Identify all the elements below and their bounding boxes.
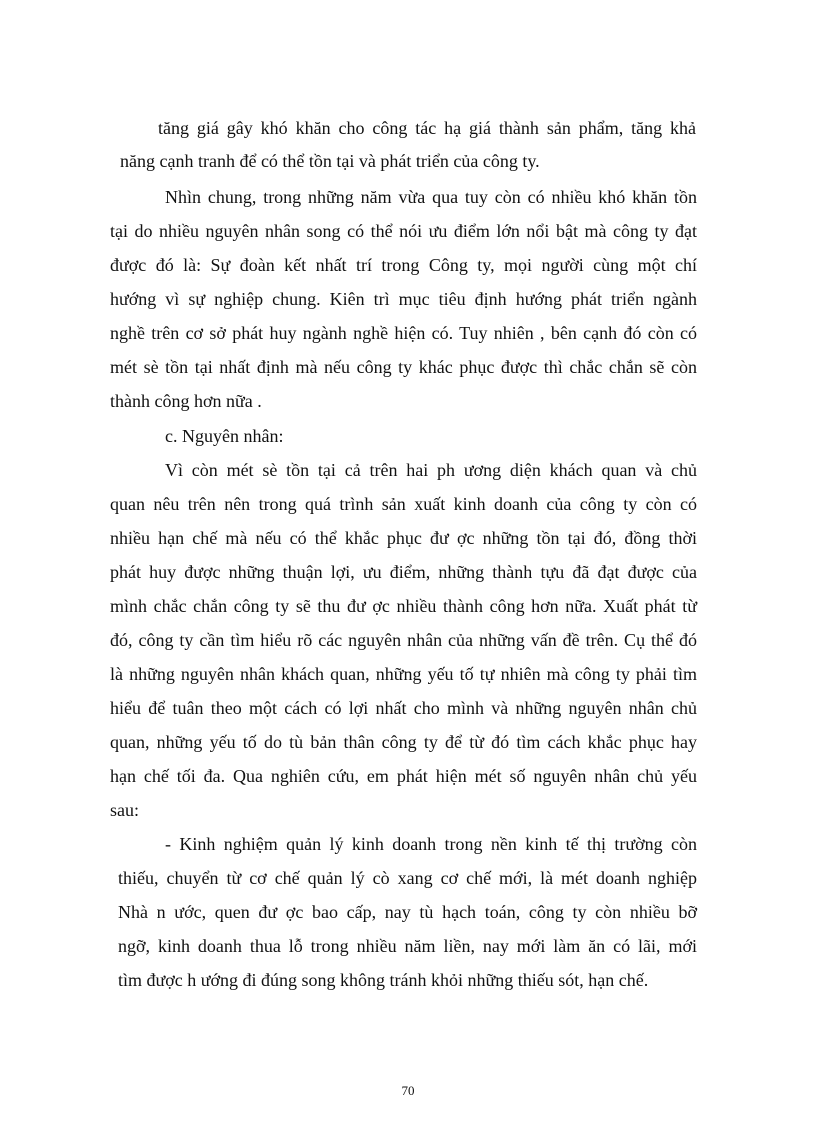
text-line: hạn chế tối đa. Qua nghiên cứu, em phát hiện mét số nguyên nhân chủ yếu: [110, 766, 697, 786]
text-line: là những nguyên nhân khách quan, những yếu tố tự nhiên mà công ty phải tìm: [110, 664, 697, 684]
text-line: thành công hơn nữa .: [110, 391, 262, 411]
text-line: được đó là: Sự đoàn kết nhất trí trong Công ty, mọi người cùng một chí: [110, 255, 697, 275]
text-line: nhiều hạn chế mà nếu có thể khắc phục đư ợc những tồn tại đó, đồng thời: [110, 528, 697, 548]
text-line: ngỡ, kinh doanh thua lỗ trong nhiều năm liền, nay mới làm ăn có lãi, mới: [118, 936, 697, 956]
text-line: tại do nhiều nguyên nhân song có thể nói ưu điểm lớn nổi bật mà công ty đạt: [110, 221, 697, 241]
text-line: hướng vì sự nghiệp chung. Kiên trì mục tiêu định hướng phát triển ngành: [110, 289, 697, 309]
text-line: Vì còn mét sè tồn tại cả trên hai ph ương diện khách quan và chủ: [165, 460, 697, 480]
text-line: tăng giá gây khó khăn cho công tác hạ giá thành sản phẩm, tăng khả: [158, 118, 696, 138]
section-heading: c. Nguyên nhân:: [165, 426, 284, 446]
text-line: quan, những yếu tố do tù bản thân công ty để từ đó tìm cách khắc phục hay: [110, 732, 697, 752]
text-line: mét sè tồn tại nhất định mà nếu công ty khác phục được thì chắc chắn sẽ còn: [110, 357, 697, 377]
text-line: đó, công ty cần tìm hiểu rõ các nguyên nhân của những vấn đề trên. Cụ thể đó: [110, 630, 697, 650]
text-line: sau:: [110, 800, 139, 820]
text-line: Nhà n ước, quen đư ợc bao cấp, nay tù hạch toán, công ty còn nhiều bỡ: [118, 902, 697, 922]
text-line: năng cạnh tranh để có thể tồn tại và phát triển của công ty.: [120, 151, 540, 171]
text-line: thiếu, chuyển từ cơ chế quản lý cò xang cơ chế mới, là mét doanh nghiệp: [118, 868, 697, 888]
text-line: - Kinh nghiệm quản lý kinh doanh trong nền kinh tế thị trường còn: [165, 834, 697, 854]
text-line: nghề trên cơ sở phát huy ngành nghề hiện có. Tuy nhiên , bên cạnh đó còn có: [110, 323, 697, 343]
text-line: phát huy được những thuận lợi, ưu điểm, những thành tựu đã đạt được của: [110, 562, 697, 582]
text-line: mình chắc chắn công ty sẽ thu đư ợc nhiều thành công hơn nữa. Xuất phát từ: [110, 596, 697, 616]
page-number: 70: [401, 1083, 415, 1098]
text-line: Nhìn chung, trong những năm vừa qua tuy còn có nhiều khó khăn tồn: [165, 187, 697, 207]
text-line: hiểu để tuân theo một cách có lợi nhất cho mình và những nguyên nhân chủ: [110, 698, 697, 718]
text-line: tìm được h ướng đi đúng song không tránh khỏi những thiếu sót, hạn chế.: [118, 970, 649, 990]
text-line: quan nêu trên nên trong quá trình sản xuất kinh doanh của công ty còn có: [110, 494, 697, 514]
